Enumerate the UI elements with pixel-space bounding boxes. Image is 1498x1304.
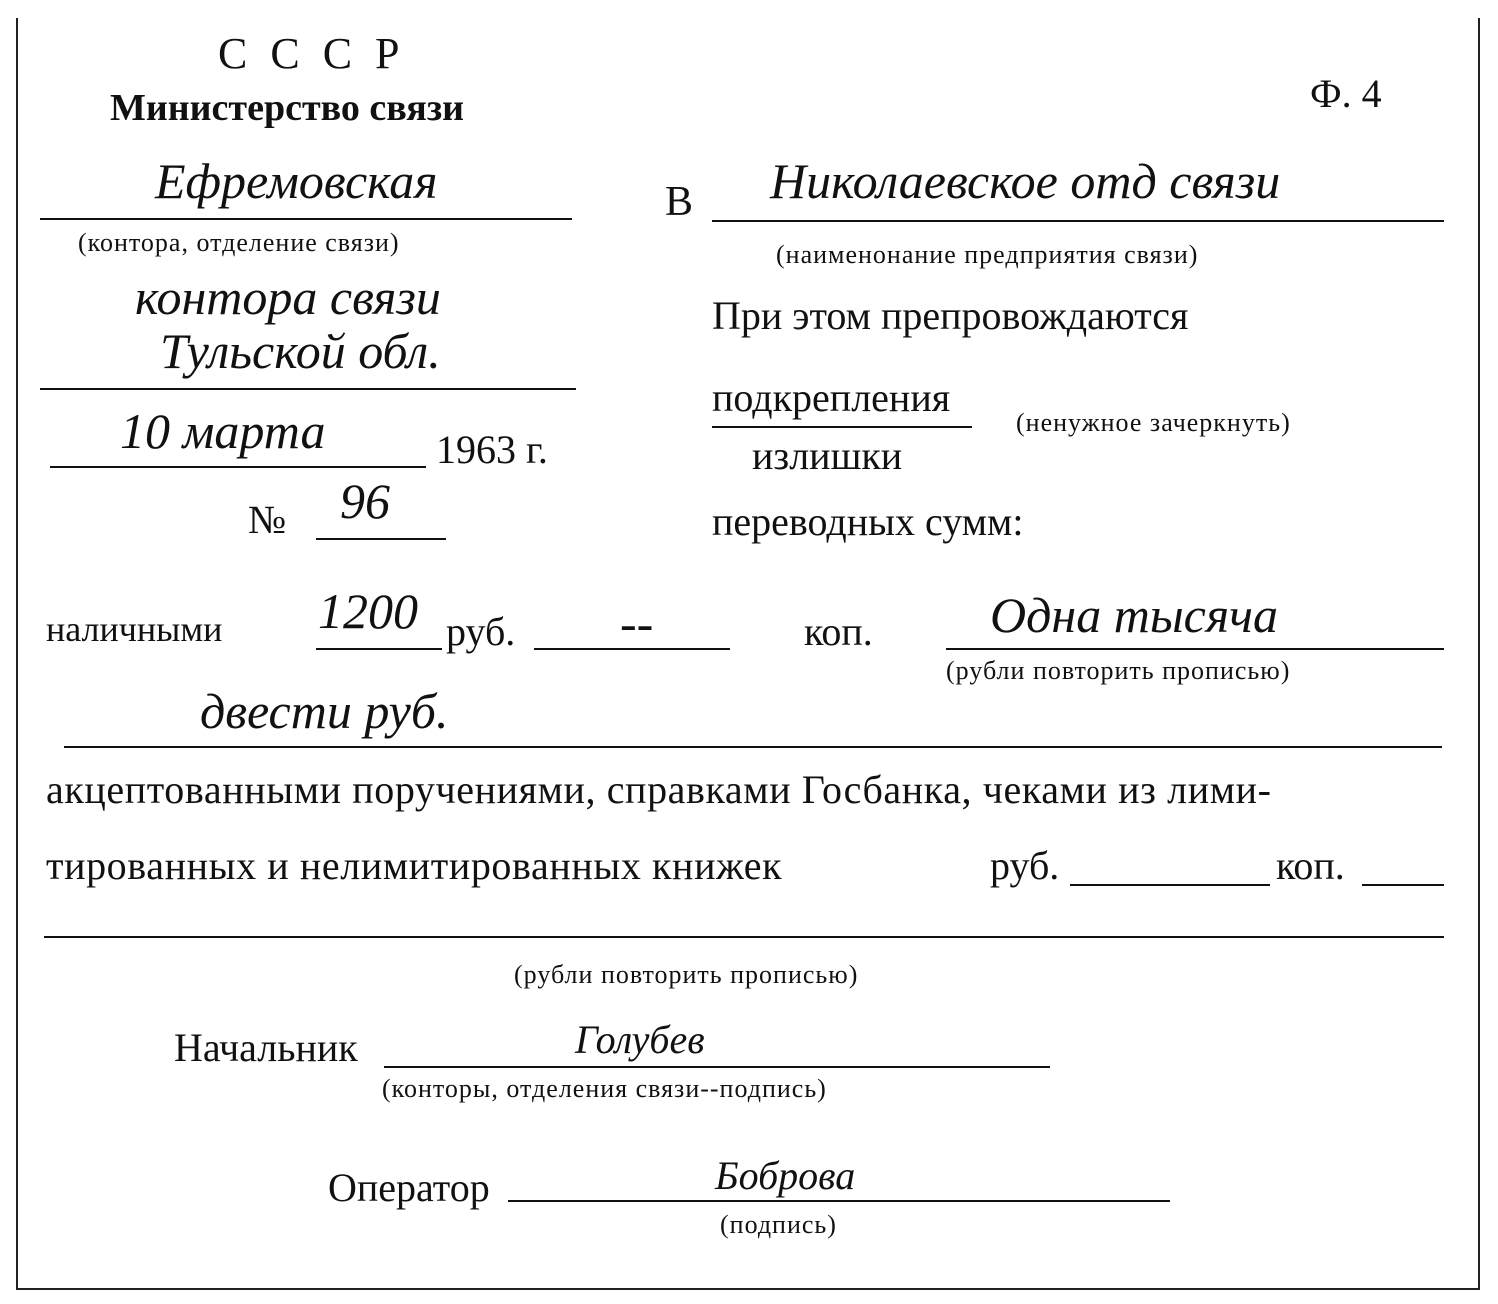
operator-caption: (подпись) [720, 1210, 837, 1239]
cash-rub-label: руб. [446, 609, 516, 654]
accepted-rub-label: руб. [990, 843, 1060, 888]
form-number: Ф. 4 [1310, 71, 1382, 116]
date-handwritten: 10 марта [120, 403, 326, 459]
cash-rub-value: 1200 [318, 583, 418, 639]
accepted-words-rule [44, 936, 1444, 938]
option-divider [712, 426, 972, 428]
sender-office-rule-2 [40, 388, 576, 390]
recipient-caption: (наименонание предприятия связи) [776, 240, 1199, 269]
date-rule [50, 466, 426, 468]
accepted-line1: акцептованными поручениями, справками Госбанка, чеками из лими- [46, 767, 1272, 812]
recipient-rule [712, 220, 1444, 222]
sender-office-line1: Ефремовская [155, 153, 438, 209]
cash-words-caption: (рубли повторить прописью) [946, 656, 1291, 685]
country-heading: С С С Р [218, 29, 406, 78]
accepted-words-caption: (рубли повторить прописью) [514, 960, 859, 989]
chief-caption: (конторы, отделения связи--подпись) [382, 1074, 827, 1103]
cash-kop-value: -- [620, 595, 654, 651]
chief-signature: Голубев [575, 1017, 705, 1062]
recipient-name: Николаевское отд связи [770, 153, 1281, 209]
cash-words-line2: двести руб. [200, 683, 449, 739]
enclosed-text: При этом препровождаются [712, 293, 1189, 338]
accepted-rub-rule [1070, 884, 1270, 886]
cash-kop-label: коп. [804, 609, 873, 654]
strike-note: (ненужное зачеркнуть) [1016, 408, 1291, 437]
sender-office-caption: (контора, отделение связи) [78, 228, 400, 257]
accepted-kop-label: коп. [1276, 843, 1345, 888]
number-value: 96 [340, 473, 390, 529]
operator-label: Оператор [328, 1165, 490, 1210]
ministry-heading: Министерство связи [110, 87, 464, 129]
accepted-line2: тированных и нелимитированных книжек [46, 843, 783, 888]
chief-label: Начальник [174, 1025, 358, 1070]
sender-office-rule [40, 218, 572, 220]
transfer-sums: переводных сумм: [712, 499, 1024, 544]
recipient-prefix: В [665, 179, 694, 225]
option-reinforcement: подкрепления [712, 375, 951, 420]
year-printed: 1963 г. [436, 427, 548, 472]
cash-words-rule [946, 648, 1444, 650]
accepted-kop-rule [1362, 884, 1444, 886]
operator-signature: Боброва [715, 1153, 856, 1198]
chief-rule [384, 1066, 1050, 1068]
cash-words-line1: Одна тысяча [990, 587, 1278, 643]
option-surplus: излишки [752, 433, 903, 478]
cash-kop-rule [534, 648, 730, 650]
number-rule [316, 538, 446, 540]
sender-office-line2: контора связи [135, 269, 441, 325]
number-label: № [248, 497, 287, 542]
sender-office-line3: Тульской обл. [160, 323, 441, 379]
operator-rule [508, 1200, 1170, 1202]
cash-label: наличными [46, 609, 223, 649]
cash-words-rule-2 [64, 746, 1442, 748]
cash-rub-rule [316, 648, 442, 650]
